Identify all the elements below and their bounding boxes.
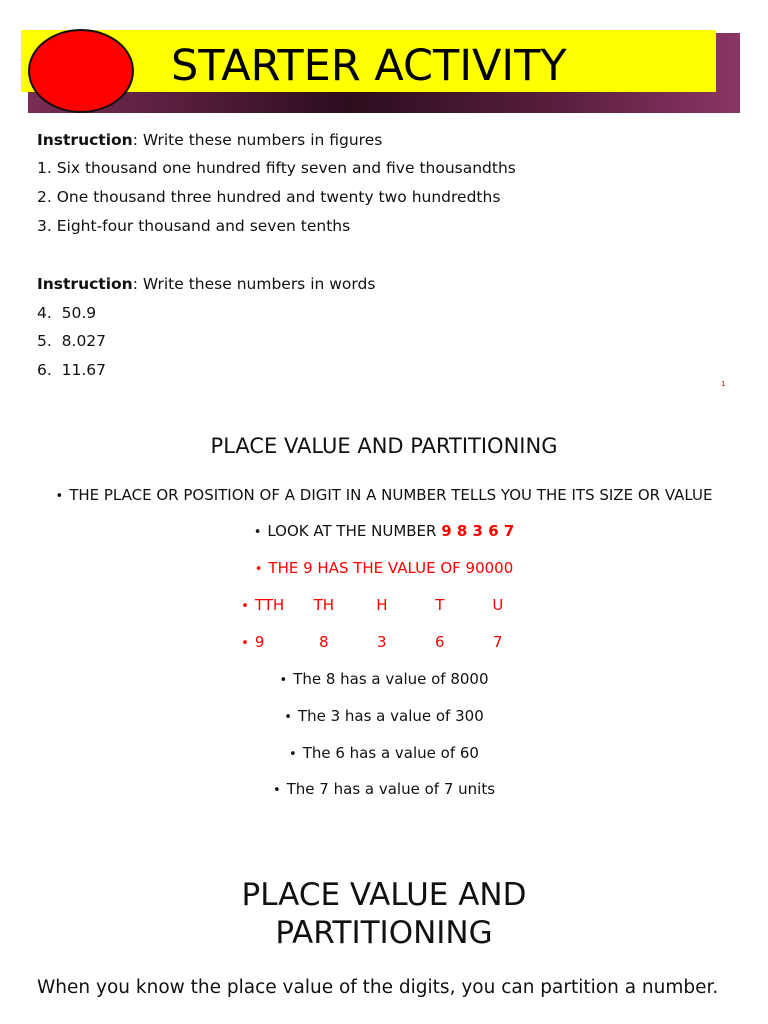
heading-line: PARTITIONING [275, 915, 493, 951]
item-number: 4. [37, 304, 52, 322]
bullet-item [0, 743, 768, 765]
red-circle-decoration [28, 29, 134, 113]
item-text: 50.9 [61, 304, 97, 322]
instruction-figures [37, 130, 382, 150]
bullet-icon: • [241, 636, 249, 651]
header-cell: T [435, 596, 445, 614]
bullet-text: THE PLACE OR POSITION OF A DIGIT IN A NUMBER TELLS YOU THE ITS SIZE OR VALUE [69, 486, 713, 504]
header-cell: U [492, 596, 504, 614]
digit-cell: 3 [377, 633, 387, 651]
section-heading-large [0, 876, 768, 952]
item-number: 3. [37, 217, 52, 235]
bullet-icon: • [253, 525, 262, 540]
digit-cell: 9 [254, 633, 265, 651]
place-value-digits-row [0, 632, 768, 654]
bullet-icon: • [279, 673, 288, 688]
bullet-item [0, 485, 768, 507]
instruction-words [37, 274, 375, 294]
instruction-label: Instruction [37, 131, 133, 149]
bullet-item [0, 558, 768, 580]
highlighted-number: 9 8 3 6 7 [441, 522, 515, 540]
header-cell: TH [313, 596, 335, 614]
place-value-headers-row [0, 595, 768, 617]
bullet-icon: • [289, 747, 297, 762]
instruction-text: : Write these numbers in words [132, 275, 376, 293]
bullet-text: The 8 has a value of 8000 [293, 670, 489, 688]
instruction-label: Instruction [37, 275, 133, 293]
bullet-text: The 3 has a value of 300 [297, 707, 484, 725]
section-heading: PLACE VALUE AND PARTITIONING [210, 434, 558, 458]
item-text: 8.027 [61, 332, 107, 350]
bullet-icon: • [284, 710, 292, 725]
bullet-text: The 7 has a value of 7 units [286, 780, 496, 798]
page-number: 1 [721, 380, 726, 388]
digit-cell: 6 [435, 633, 445, 651]
digit-cell: 8 [319, 633, 329, 651]
bullet-icon: • [55, 489, 64, 504]
item-text: Eight-four thousand and seven tenths [56, 217, 351, 235]
bullet-text: The 6 has a value of 60 [302, 744, 479, 762]
item-number: 5. [37, 332, 52, 350]
list-item [37, 303, 96, 323]
bullet-icon: • [272, 783, 281, 798]
instruction-text: : Write these numbers in figures [132, 131, 383, 149]
header-cell: H [376, 596, 388, 614]
bullet-item [0, 706, 768, 728]
list-item [37, 360, 106, 380]
item-text: Six thousand one hundred fifty seven and five thousandths [56, 159, 516, 177]
bullet-icon: • [254, 562, 263, 577]
bullet-text: LOOK AT THE NUMBER [267, 522, 442, 540]
list-item [37, 158, 516, 178]
bullet-icon: • [241, 599, 249, 614]
list-item [37, 216, 350, 236]
bullet-text: THE 9 HAS THE VALUE OF 90000 [268, 559, 514, 577]
item-number: 6. [37, 361, 52, 379]
slide-title: STARTER ACTIVITY [171, 41, 567, 91]
bullet-item [0, 521, 768, 543]
list-item [37, 187, 500, 207]
bullet-item [0, 669, 768, 691]
heading-line: PLACE VALUE AND [241, 877, 527, 913]
item-number: 1. [37, 159, 52, 177]
item-text: 11.67 [61, 361, 107, 379]
item-number: 2. [37, 188, 52, 206]
bullet-item [0, 779, 768, 801]
list-item [37, 331, 106, 351]
header-cell: TTH [254, 596, 285, 614]
partitioning-paragraph: When you know the place value of the digits, you can partition a number. [37, 977, 719, 998]
item-text: One thousand three hundred and twenty two hundredths [56, 188, 501, 206]
digit-cell: 7 [493, 633, 503, 651]
